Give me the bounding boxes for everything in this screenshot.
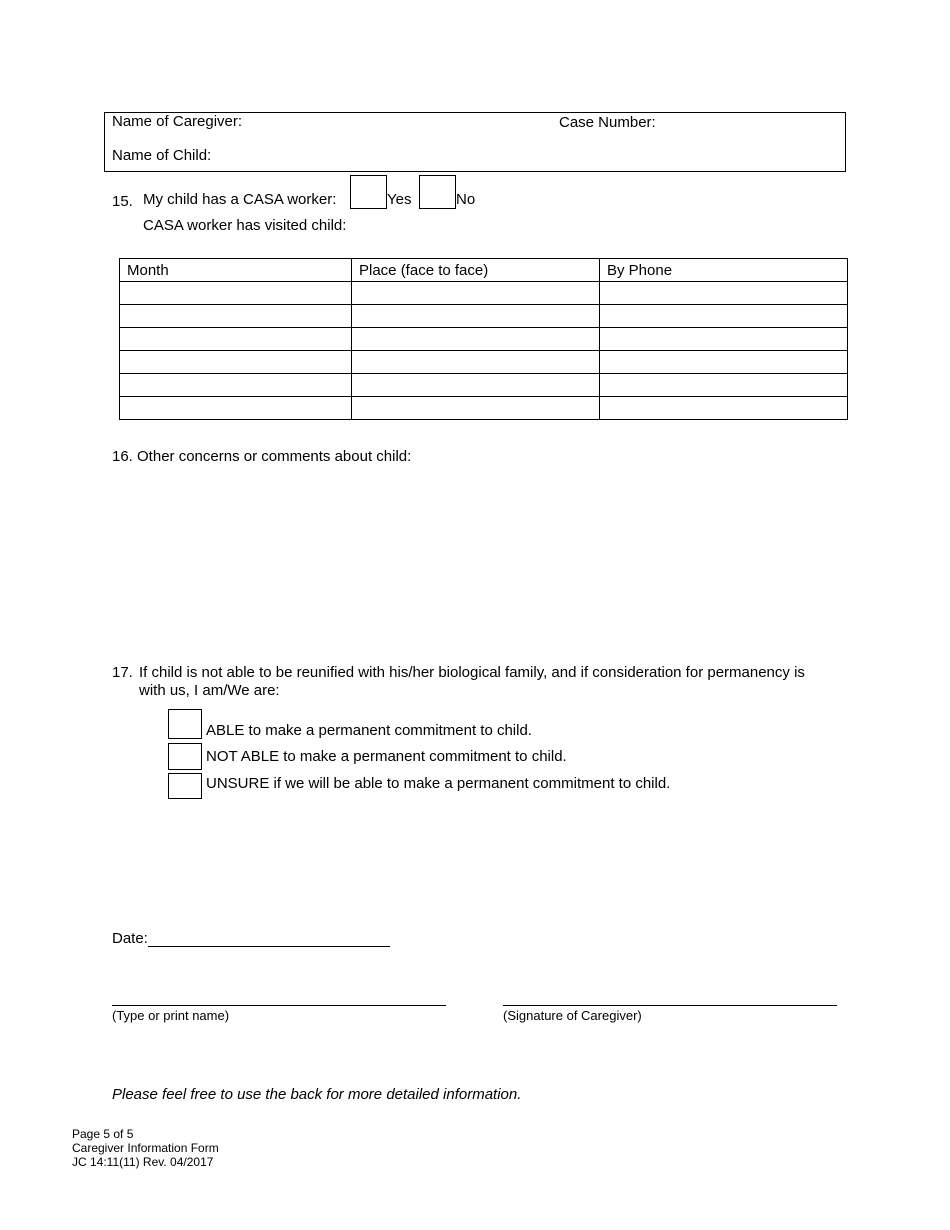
place-cell[interactable] xyxy=(352,374,600,397)
date-label: Date: xyxy=(112,930,148,947)
table-row xyxy=(120,351,848,374)
casa-yes-label: Yes xyxy=(387,191,412,208)
casa-visits-table xyxy=(119,258,848,420)
month-cell[interactable] xyxy=(120,282,352,305)
case-number-label: Case Number: xyxy=(559,114,656,131)
form-name: Caregiver Information Form xyxy=(72,1141,219,1155)
column-header-place: Place (face to face) xyxy=(352,259,600,282)
month-cell[interactable] xyxy=(120,374,352,397)
not-able-checkbox[interactable] xyxy=(168,743,202,770)
table-header-row xyxy=(120,259,848,282)
form-code: JC 14:11(11) Rev. 04/2017 xyxy=(72,1155,214,1169)
phone-cell[interactable] xyxy=(600,374,848,397)
casa-yes-checkbox[interactable] xyxy=(350,175,387,209)
casa-visited-label: CASA worker has visited child: xyxy=(143,217,347,234)
header-box xyxy=(104,112,846,172)
q17-number: 17. xyxy=(112,664,133,681)
able-option-label: ABLE to make a permanent commitment to child. xyxy=(206,722,532,739)
q15-question: My child has a CASA worker: xyxy=(143,191,337,208)
caregiver-name-label: Name of Caregiver: xyxy=(112,113,243,130)
signature-line[interactable] xyxy=(503,1005,837,1006)
place-cell[interactable] xyxy=(352,328,600,351)
column-header-month: Month xyxy=(120,259,352,282)
month-cell[interactable] xyxy=(120,328,352,351)
month-cell[interactable] xyxy=(120,397,352,420)
place-cell[interactable] xyxy=(352,282,600,305)
table-row xyxy=(120,282,848,305)
casa-no-label: No xyxy=(456,191,476,208)
casa-no-checkbox[interactable] xyxy=(419,175,456,209)
q16-label: 16. Other concerns or comments about child: xyxy=(112,448,412,465)
print-name-line[interactable] xyxy=(112,1005,446,1006)
table-row xyxy=(120,397,848,420)
table-row xyxy=(120,374,848,397)
print-name-label: (Type or print name) xyxy=(112,1008,230,1023)
place-cell[interactable] xyxy=(352,351,600,374)
phone-cell[interactable] xyxy=(600,328,848,351)
unsure-option-label: UNSURE if we will be able to make a permanent commitment to child. xyxy=(206,775,671,792)
able-checkbox[interactable] xyxy=(168,709,202,739)
phone-cell[interactable] xyxy=(600,305,848,328)
table-row xyxy=(120,305,848,328)
not-able-option-label: NOT ABLE to make a permanent commitment to child. xyxy=(206,748,567,765)
concerns-comment-area[interactable] xyxy=(112,472,846,642)
date-line[interactable] xyxy=(148,946,390,947)
page-number: Page 5 of 5 xyxy=(72,1127,134,1141)
q17-line1: If child is not able to be reunified with his/her biological family, and if consideration for permanency is xyxy=(139,664,805,681)
month-cell[interactable] xyxy=(120,351,352,374)
back-page-note: Please feel free to use the back for more detailed information. xyxy=(112,1086,522,1103)
place-cell[interactable] xyxy=(352,305,600,328)
q15-number: 15. xyxy=(112,193,133,210)
unsure-checkbox[interactable] xyxy=(168,773,202,799)
phone-cell[interactable] xyxy=(600,397,848,420)
q17-line2: with us, I am/We are: xyxy=(139,682,280,699)
signature-label: (Signature of Caregiver) xyxy=(503,1008,642,1023)
column-header-phone: By Phone xyxy=(600,259,848,282)
phone-cell[interactable] xyxy=(600,351,848,374)
page-footer xyxy=(72,1127,219,1169)
place-cell[interactable] xyxy=(352,397,600,420)
month-cell[interactable] xyxy=(120,305,352,328)
table-row xyxy=(120,328,848,351)
phone-cell[interactable] xyxy=(600,282,848,305)
child-name-label: Name of Child: xyxy=(112,147,212,164)
